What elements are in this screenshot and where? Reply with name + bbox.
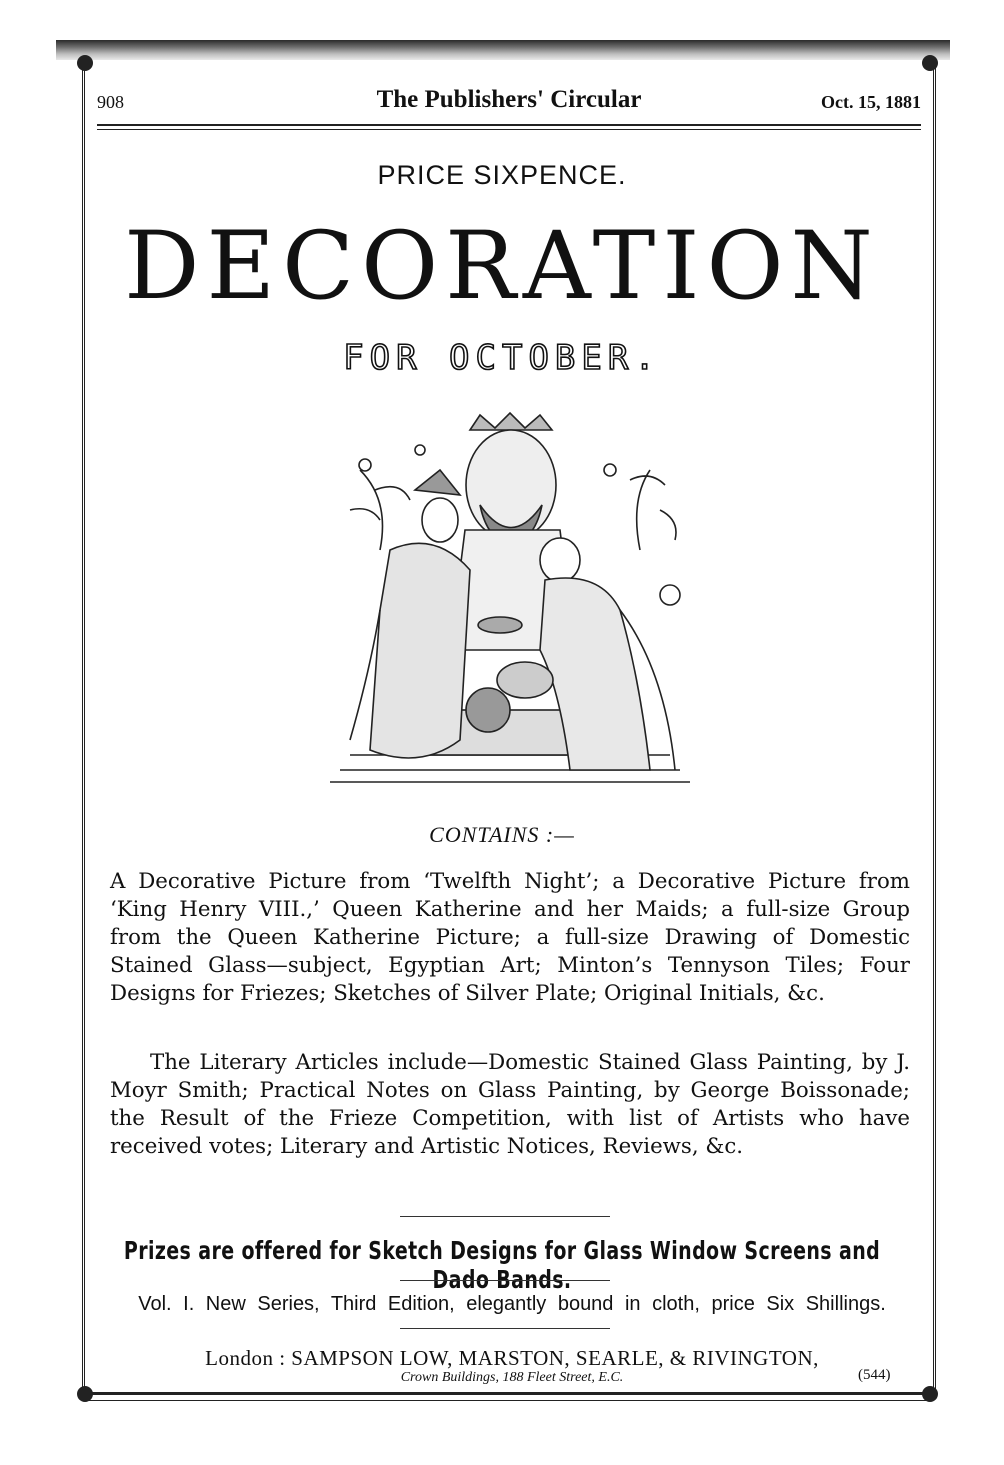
page-number: 908 <box>97 92 124 112</box>
divider-rule <box>400 1216 610 1217</box>
divider-rule <box>400 1280 610 1281</box>
decorative-engraving-figures-icon <box>320 410 700 800</box>
corner-ornament-icon <box>922 55 938 71</box>
ad-number: (544) <box>858 1367 891 1383</box>
header-rule <box>97 124 921 130</box>
articles-paragraph: The Literary Articles include—Domestic Stained Glass Painting, by J. Moyr Smith; Practical Notes on Glass Painting, by George Boissonade; the Result of the Frieze Competition, with list of Artists who have received votes; Literary and Artistic Notices, Reviews, &c. <box>110 1050 910 1160</box>
publisher-address: Crown Buildings, 188 Fleet Street, E.C. <box>400 1370 624 1385</box>
scan-edge-shadow <box>56 40 950 60</box>
volume-notice: Vol. I. New Series, Third Edition, elegantly bound in cloth, price Six Shillings. <box>138 1293 886 1315</box>
running-header <box>97 86 921 116</box>
subheadline: FOR OCTOBER. <box>343 338 661 378</box>
divider-rule <box>400 1328 610 1329</box>
contents-paragraph: A Decorative Picture from ‘Twelfth Night’; a Decorative Picture from ‘King Henry VIII.,’ Queen Katherine and her Maids; a full-size Group from the Queen Katherine Picture; a full-size Drawing of Domestic Stained Glass—subject, Egyptian Art; Minton’s Tennyson Tiles; Four Designs for Friezes; Sketches of Silver Plate; Original Initials, &c. <box>110 869 910 1007</box>
price-line: PRICE SIXPENCE. <box>377 160 627 190</box>
issue-date: Oct. 15, 1881 <box>821 92 921 112</box>
prizes-notice: Prizes are offered for Sketch Designs for Glass Window Screens and Dado Bands. <box>123 1236 881 1294</box>
contains-label: CONTAINS :— <box>429 822 575 847</box>
journal-title: The Publishers' Circular <box>376 86 642 113</box>
publisher-line: London : SAMPSON LOW, MARSTON, SEARLE, & RIVINGTON, <box>205 1346 819 1370</box>
corner-ornament-icon <box>77 55 93 71</box>
bottom-rule <box>82 1392 932 1401</box>
headline: DECORATION <box>124 212 880 321</box>
